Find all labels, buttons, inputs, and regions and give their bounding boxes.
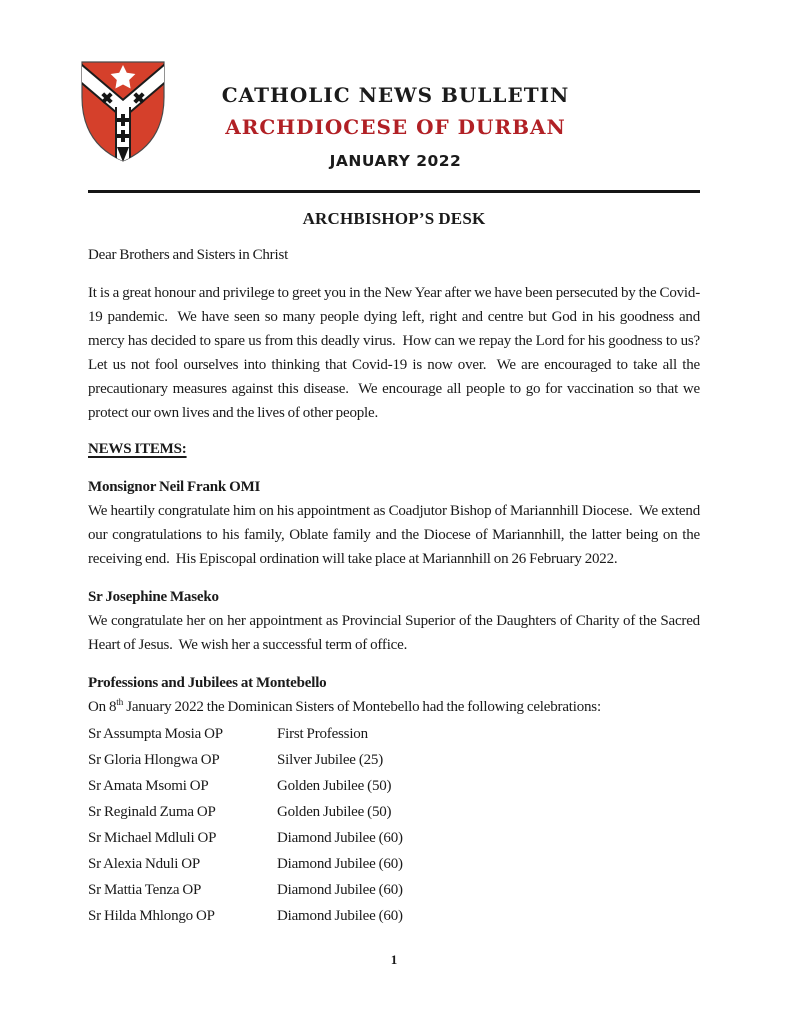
news-item-body: We congratulate her on her appointment as Provincial Superior of the Daughters of Charity of the Sacred Heart of Jesus. We wish her a successful term of office.: [88, 613, 704, 653]
sister-name: Sr Amata Msomi OP: [88, 778, 209, 794]
masthead-text: [0, 84, 791, 170]
celebrations-list: [88, 721, 700, 929]
news-items-heading: NEWS ITEMS:: [88, 441, 187, 457]
celebration-type: Diamond Jubilee (60): [277, 882, 403, 898]
celebration-row: [88, 747, 700, 773]
news-item-body: We heartily congratulate him on his appointment as Coadjutor Bishop of Mariannhill Diocese. We extend our congratulations to his family, Oblate family and the Diocese of Mariannhill, the latter being on the receiving end. His Episcopal ordination will take place at Mariannhill on 26 February 2022.: [88, 503, 704, 567]
sister-name: Sr Assumpta Mosia OP: [88, 726, 223, 742]
sister-name: Sr Michael Mdluli OP: [88, 830, 217, 846]
news-item-monsignor-frank: [88, 475, 704, 571]
news-item-montebello: [88, 671, 700, 929]
celebration-type: Diamond Jubilee (60): [277, 908, 403, 924]
celebration-row: [88, 877, 700, 903]
celebration-row: [88, 773, 700, 799]
celebration-row: [88, 851, 700, 877]
sister-name: Sr Gloria Hlongwa OP: [88, 752, 220, 768]
archbishop-message: It is a great honour and privilege to greet you in the New Year after we have been persecuted by the Covid-19 pandemic. We have seen so many people dying left, right and centre but God in his goodness and mercy has decided to spare us from this deadly virus. How can we repay the Lord for his goodness to us? Let us not fool ourselves into thinking that Covid-19 is now over. We are encouraged to take all the precautionary measures against this disease. We encourage all people to go for vaccination so that we protect our own lives and the lives of other people.: [88, 285, 707, 421]
celebration-type: Diamond Jubilee (60): [277, 856, 403, 872]
bulletin-title: CATHOLIC NEWS BULLETIN: [221, 83, 570, 107]
sister-name: Sr Mattia Tenza OP: [88, 882, 202, 898]
sister-name: Sr Reginald Zuma OP: [88, 804, 216, 820]
ordinal-superscript: th: [116, 698, 124, 708]
celebrations-intro-suffix: January 2022 the Dominican Sisters of Montebello had the following celebrations:: [123, 699, 601, 715]
celebration-row: [88, 721, 700, 747]
sister-name: Sr Alexia Nduli OP: [88, 856, 200, 872]
celebration-row: [88, 903, 700, 929]
bulletin-subtitle: ARCHDIOCESE OF DURBAN: [225, 115, 566, 139]
salutation: Dear Brothers and Sisters in Christ: [88, 247, 289, 263]
page-footer: [88, 951, 700, 969]
news-item-heading: Sr Josephine Maseko: [88, 589, 219, 605]
celebration-type: Diamond Jubilee (60): [277, 830, 403, 846]
celebrations-intro: [88, 695, 700, 719]
celebration-type: First Profession: [277, 726, 368, 742]
archbishops-desk-heading: ARCHBISHOP’S DESK: [302, 209, 486, 228]
celebration-type: Golden Jubilee (50): [277, 804, 392, 820]
bulletin-date: JANUARY 2022: [329, 152, 462, 170]
news-item-heading: Monsignor Neil Frank OMI: [88, 479, 261, 495]
celebrations-intro-prefix: On 8: [88, 699, 117, 715]
page-number: 1: [390, 952, 398, 967]
sister-name: Sr Hilda Mhlongo OP: [88, 908, 215, 924]
document-body: [88, 193, 707, 929]
news-item-heading: Professions and Jubilees at Montebello: [88, 675, 327, 691]
news-item-sr-maseko: [88, 585, 704, 657]
masthead: [0, 0, 791, 190]
celebration-type: Silver Jubilee (25): [277, 752, 384, 768]
celebration-row: [88, 825, 700, 851]
celebration-row: [88, 799, 700, 825]
celebration-type: Golden Jubilee (50): [277, 778, 392, 794]
